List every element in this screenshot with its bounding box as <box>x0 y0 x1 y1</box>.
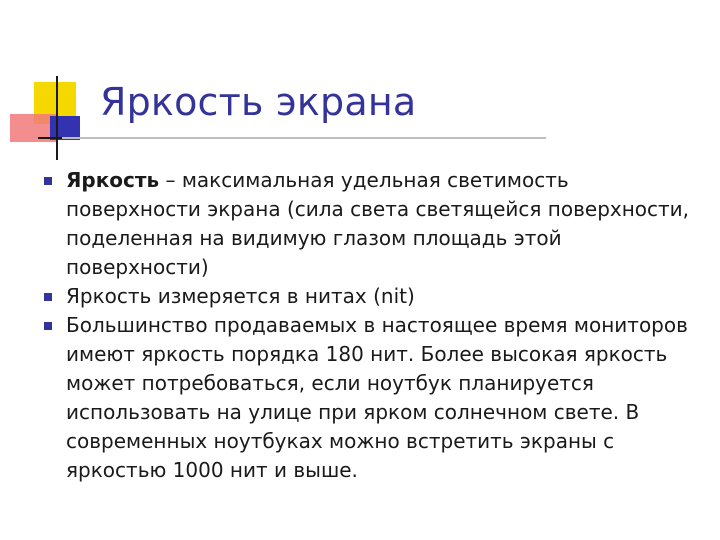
paragraph-text <box>66 282 694 311</box>
slide-body <box>44 166 694 485</box>
paragraph-body: – максимальная удельная светимость поверхности экрана (сила света светящейся поверхности, поделенная на видимую глазом площадь этой поверхности) <box>66 168 690 279</box>
title-underline <box>38 137 546 139</box>
paragraph-body: Большинство продаваемых в настоящее время мониторов имеют яркость порядка 180 нит. Более высокая яркость может потребоваться, если ноутбук планируется использовать на улице при ярком солнечном свете. В современных ноутбуках можно встретить экраны с яркостью 1000 нит и выше. <box>66 313 688 482</box>
paragraph-body: Яркость измеряется в нитах (nit) <box>66 284 415 308</box>
paragraph-term: Яркость <box>66 168 160 192</box>
square-bullet-icon <box>44 322 52 330</box>
paragraph-text <box>66 311 694 485</box>
bullet-paragraph <box>44 166 694 282</box>
bullet-paragraph <box>44 311 694 485</box>
slide-title: Яркость экрана <box>100 80 417 124</box>
square-bullet-icon <box>44 293 52 301</box>
slide-logo-decoration <box>0 0 110 170</box>
paragraph-text <box>66 166 694 282</box>
bullet-paragraph <box>44 282 694 311</box>
vertical-rule-decoration <box>56 76 58 160</box>
square-bullet-icon <box>44 177 52 185</box>
title-underline-accent <box>38 137 62 139</box>
